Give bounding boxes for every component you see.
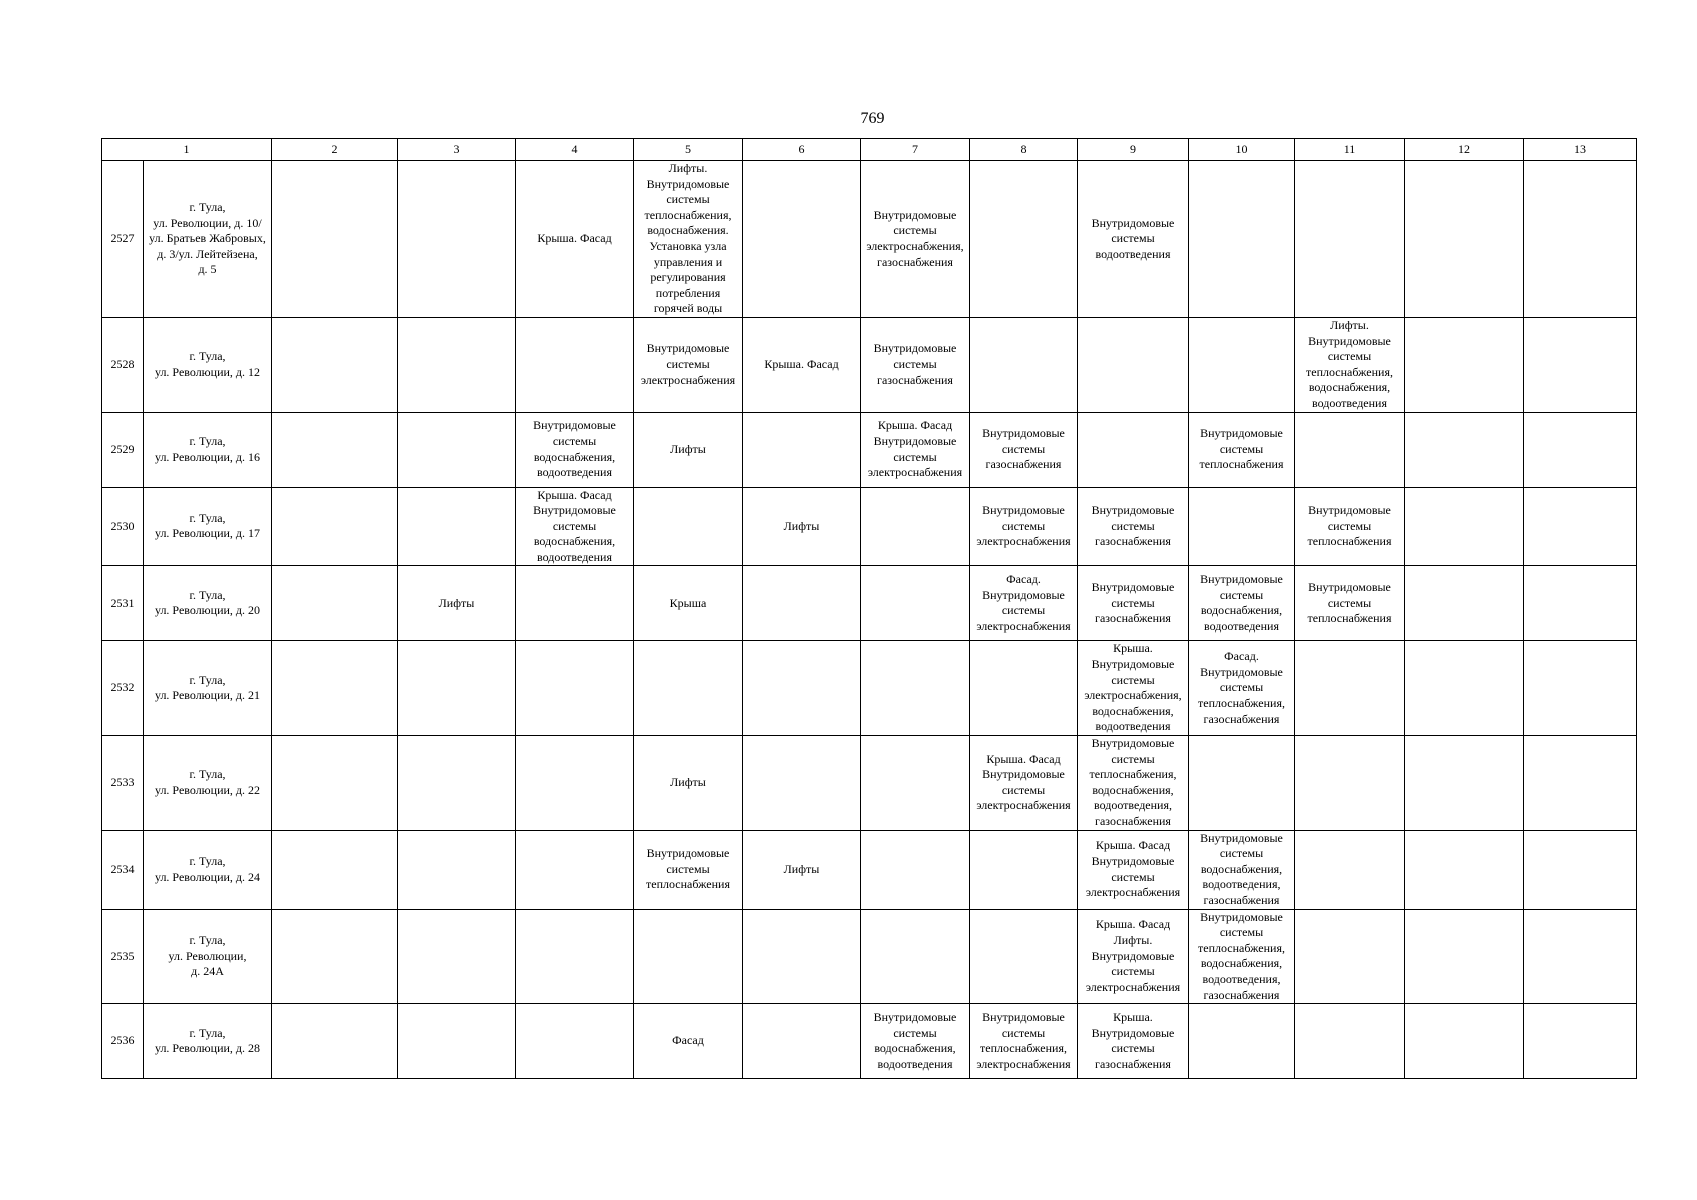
work-cell-col-9 xyxy=(1078,412,1189,487)
work-cell-col-9: Внутридомовые системы газоснабжения xyxy=(1078,487,1189,566)
address-cell: г. Тула, ул. Революции, д. 28 xyxy=(144,1004,272,1079)
row-number: 2529 xyxy=(102,412,144,487)
table-row xyxy=(102,566,1637,641)
work-cell-col-13 xyxy=(1524,487,1637,566)
work-cell-col-11: Лифты. Внутридомовые системы теплоснабжения, водоснабжения, водоотведения xyxy=(1295,317,1405,412)
work-cell-col-8 xyxy=(970,641,1078,736)
work-cell-col-13 xyxy=(1524,412,1637,487)
work-cell-col-13 xyxy=(1524,830,1637,909)
work-cell-col-8: Крыша. Фасад Внутридомовые системы электроснабжения xyxy=(970,736,1078,831)
table-row xyxy=(102,736,1637,831)
work-cell-col-3 xyxy=(398,736,516,831)
work-cell-col-8 xyxy=(970,161,1078,318)
work-cell-col-7 xyxy=(861,909,970,1004)
table-row xyxy=(102,641,1637,736)
work-cell-col-4 xyxy=(516,909,634,1004)
work-cell-col-11: Внутридомовые системы теплоснабжения xyxy=(1295,487,1405,566)
work-cell-col-12 xyxy=(1405,736,1524,831)
column-header-13: 13 xyxy=(1524,139,1637,161)
work-cell-col-3 xyxy=(398,1004,516,1079)
work-cell-col-2 xyxy=(272,487,398,566)
column-header-12: 12 xyxy=(1405,139,1524,161)
address-cell: г. Тула, ул. Революции, д. 20 xyxy=(144,566,272,641)
work-cell-col-4: Крыша. Фасад xyxy=(516,161,634,318)
work-cell-col-6: Лифты xyxy=(743,830,861,909)
work-cell-col-13 xyxy=(1524,909,1637,1004)
work-cell-col-8 xyxy=(970,909,1078,1004)
table-row xyxy=(102,1004,1637,1079)
work-cell-col-12 xyxy=(1405,161,1524,318)
address-cell: г. Тула, ул. Революции, д. 10/ ул. Братьев Жабровых, д. 3/ул. Лейтейзена, д. 5 xyxy=(144,161,272,318)
work-cell-col-13 xyxy=(1524,317,1637,412)
row-number: 2530 xyxy=(102,487,144,566)
work-cell-col-11 xyxy=(1295,830,1405,909)
work-cell-col-2 xyxy=(272,830,398,909)
work-cell-col-6 xyxy=(743,161,861,318)
row-number: 2534 xyxy=(102,830,144,909)
work-cell-col-10 xyxy=(1189,317,1295,412)
work-cell-col-2 xyxy=(272,161,398,318)
row-number: 2533 xyxy=(102,736,144,831)
row-number: 2531 xyxy=(102,566,144,641)
work-cell-col-3 xyxy=(398,317,516,412)
row-number: 2535 xyxy=(102,909,144,1004)
work-cell-col-13 xyxy=(1524,736,1637,831)
address-cell: г. Тула, ул. Революции, д. 16 xyxy=(144,412,272,487)
table-row xyxy=(102,909,1637,1004)
work-cell-col-12 xyxy=(1405,830,1524,909)
column-header-11: 11 xyxy=(1295,139,1405,161)
column-header-1: 1 xyxy=(102,139,272,161)
work-cell-col-5: Фасад xyxy=(634,1004,743,1079)
table-body xyxy=(102,161,1637,1079)
work-cell-col-2 xyxy=(272,412,398,487)
row-number: 2527 xyxy=(102,161,144,318)
work-cell-col-11 xyxy=(1295,736,1405,831)
work-cell-col-7 xyxy=(861,487,970,566)
work-cell-col-3 xyxy=(398,909,516,1004)
work-cell-col-11: Внутридомовые системы теплоснабжения xyxy=(1295,566,1405,641)
work-cell-col-9: Крыша. Фасад Внутридомовые системы электроснабжения xyxy=(1078,830,1189,909)
address-cell: г. Тула, ул. Революции, д. 12 xyxy=(144,317,272,412)
work-cell-col-8 xyxy=(970,317,1078,412)
work-cell-col-5: Лифты xyxy=(634,412,743,487)
work-cell-col-6 xyxy=(743,909,861,1004)
work-cell-col-7: Крыша. Фасад Внутридомовые системы электроснабжения xyxy=(861,412,970,487)
work-cell-col-10: Внутридомовые системы водоснабжения, водоотведения, газоснабжения xyxy=(1189,830,1295,909)
work-cell-col-12 xyxy=(1405,317,1524,412)
table-row xyxy=(102,487,1637,566)
column-header-5: 5 xyxy=(634,139,743,161)
work-cell-col-11 xyxy=(1295,161,1405,318)
work-cell-col-7: Внутридомовые системы газоснабжения xyxy=(861,317,970,412)
work-cell-col-11 xyxy=(1295,641,1405,736)
column-header-6: 6 xyxy=(743,139,861,161)
work-cell-col-6 xyxy=(743,566,861,641)
work-cell-col-13 xyxy=(1524,566,1637,641)
work-cell-col-4 xyxy=(516,641,634,736)
work-cell-col-2 xyxy=(272,736,398,831)
work-cell-col-9: Крыша. Фасад Лифты. Внутридомовые системы электроснабжения xyxy=(1078,909,1189,1004)
work-cell-col-11 xyxy=(1295,909,1405,1004)
work-cell-col-7 xyxy=(861,566,970,641)
work-cell-col-9 xyxy=(1078,317,1189,412)
table-row xyxy=(102,317,1637,412)
address-cell: г. Тула, ул. Революции, д. 21 xyxy=(144,641,272,736)
work-cell-col-12 xyxy=(1405,641,1524,736)
work-cell-col-2 xyxy=(272,317,398,412)
work-cell-col-13 xyxy=(1524,1004,1637,1079)
work-cell-col-10: Внутридомовые системы водоснабжения, водоотведения xyxy=(1189,566,1295,641)
column-header-7: 7 xyxy=(861,139,970,161)
row-number: 2532 xyxy=(102,641,144,736)
work-cell-col-7: Внутридомовые системы водоснабжения, водоотведения xyxy=(861,1004,970,1079)
table-row xyxy=(102,830,1637,909)
column-header-3: 3 xyxy=(398,139,516,161)
work-cell-col-2 xyxy=(272,641,398,736)
work-cell-col-7 xyxy=(861,641,970,736)
work-cell-col-5: Лифты xyxy=(634,736,743,831)
work-cell-col-11 xyxy=(1295,1004,1405,1079)
work-cell-col-9: Крыша. Внутридомовые системы газоснабжения xyxy=(1078,1004,1189,1079)
work-cell-col-6: Лифты xyxy=(743,487,861,566)
work-cell-col-4 xyxy=(516,1004,634,1079)
work-cell-col-7: Внутридомовые системы электроснабжения, газоснабжения xyxy=(861,161,970,318)
work-cell-col-3 xyxy=(398,487,516,566)
work-cell-col-10 xyxy=(1189,736,1295,831)
work-cell-col-9: Крыша. Внутридомовые системы электроснабжения, водоснабжения, водоотведения xyxy=(1078,641,1189,736)
work-cell-col-10: Внутридомовые системы теплоснабжения xyxy=(1189,412,1295,487)
work-cell-col-8: Фасад. Внутридомовые системы электроснабжения xyxy=(970,566,1078,641)
column-header-4: 4 xyxy=(516,139,634,161)
work-cell-col-2 xyxy=(272,909,398,1004)
work-cell-col-10: Внутридомовые системы теплоснабжения, водоснабжения, водоотведения, газоснабжения xyxy=(1189,909,1295,1004)
row-number: 2536 xyxy=(102,1004,144,1079)
work-cell-col-8: Внутридомовые системы электроснабжения xyxy=(970,487,1078,566)
work-cell-col-5: Крыша xyxy=(634,566,743,641)
work-cell-col-9: Внутридомовые системы газоснабжения xyxy=(1078,566,1189,641)
column-header-10: 10 xyxy=(1189,139,1295,161)
work-cell-col-9: Внутридомовые системы водоотведения xyxy=(1078,161,1189,318)
work-cell-col-4 xyxy=(516,317,634,412)
work-cell-col-6 xyxy=(743,412,861,487)
work-cell-col-2 xyxy=(272,566,398,641)
table-row xyxy=(102,161,1637,318)
work-cell-col-12 xyxy=(1405,487,1524,566)
work-cell-col-10: Фасад. Внутридомовые системы теплоснабжения, газоснабжения xyxy=(1189,641,1295,736)
work-cell-col-3 xyxy=(398,641,516,736)
work-cell-col-5 xyxy=(634,487,743,566)
column-header-9: 9 xyxy=(1078,139,1189,161)
work-cell-col-5: Внутридомовые системы теплоснабжения xyxy=(634,830,743,909)
work-cell-col-6 xyxy=(743,1004,861,1079)
address-cell: г. Тула, ул. Революции, д. 24 xyxy=(144,830,272,909)
work-cell-col-4 xyxy=(516,830,634,909)
work-cell-col-8 xyxy=(970,830,1078,909)
work-cell-col-2 xyxy=(272,1004,398,1079)
work-cell-col-11 xyxy=(1295,412,1405,487)
work-cell-col-4: Крыша. Фасад Внутридомовые системы водоснабжения, водоотведения xyxy=(516,487,634,566)
work-cell-col-5 xyxy=(634,641,743,736)
repair-schedule-table xyxy=(101,138,1637,1079)
work-cell-col-9: Внутридомовые системы теплоснабжения, водоснабжения, водоотведения, газоснабжения xyxy=(1078,736,1189,831)
address-cell: г. Тула, ул. Революции, д. 17 xyxy=(144,487,272,566)
row-number: 2528 xyxy=(102,317,144,412)
table-row xyxy=(102,412,1637,487)
header-row xyxy=(102,139,1637,161)
work-cell-col-12 xyxy=(1405,412,1524,487)
address-cell: г. Тула, ул. Революции, д. 24А xyxy=(144,909,272,1004)
work-cell-col-3: Лифты xyxy=(398,566,516,641)
work-cell-col-12 xyxy=(1405,1004,1524,1079)
work-cell-col-6: Крыша. Фасад xyxy=(743,317,861,412)
work-cell-col-8: Внутридомовые системы газоснабжения xyxy=(970,412,1078,487)
column-header-2: 2 xyxy=(272,139,398,161)
work-cell-col-13 xyxy=(1524,641,1637,736)
work-cell-col-3 xyxy=(398,412,516,487)
work-cell-col-13 xyxy=(1524,161,1637,318)
work-cell-col-4: Внутридомовые системы водоснабжения, водоотведения xyxy=(516,412,634,487)
work-cell-col-10 xyxy=(1189,487,1295,566)
address-cell: г. Тула, ул. Революции, д. 22 xyxy=(144,736,272,831)
work-cell-col-3 xyxy=(398,830,516,909)
work-cell-col-4 xyxy=(516,736,634,831)
work-cell-col-10 xyxy=(1189,1004,1295,1079)
work-cell-col-6 xyxy=(743,736,861,831)
work-cell-col-12 xyxy=(1405,566,1524,641)
work-cell-col-5: Лифты. Внутридомовые системы теплоснабжения, водоснабжения. Установка узла управления и регулирования потребления горячей воды xyxy=(634,161,743,318)
work-cell-col-7 xyxy=(861,830,970,909)
work-cell-col-6 xyxy=(743,641,861,736)
work-cell-col-5: Внутридомовые системы электроснабжения xyxy=(634,317,743,412)
work-cell-col-8: Внутридомовые системы теплоснабжения, электроснабжения xyxy=(970,1004,1078,1079)
page-number: 769 xyxy=(860,110,885,127)
work-cell-col-12 xyxy=(1405,909,1524,1004)
work-cell-col-3 xyxy=(398,161,516,318)
work-cell-col-10 xyxy=(1189,161,1295,318)
work-cell-col-7 xyxy=(861,736,970,831)
work-cell-col-5 xyxy=(634,909,743,1004)
column-header-8: 8 xyxy=(970,139,1078,161)
work-cell-col-4 xyxy=(516,566,634,641)
